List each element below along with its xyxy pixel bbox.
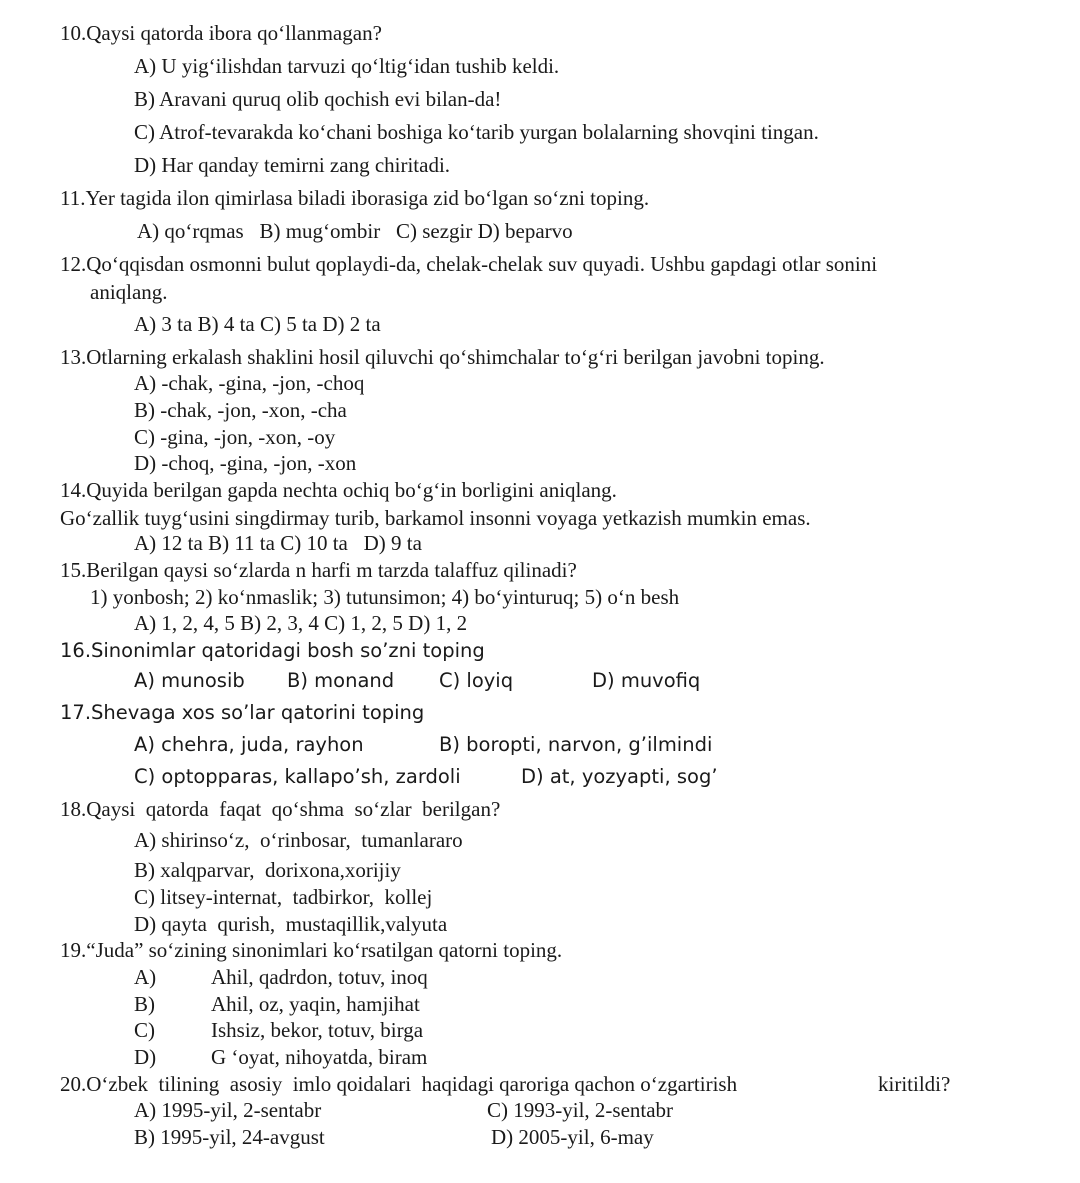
question-14-options: A) 12 ta B) 11 ta C) 10 ta D) 9 ta	[134, 531, 422, 555]
question-13-option-c: C) -gina, -jon, -xon, -oy	[134, 425, 336, 449]
question-13-option-b: B) -chak, -jon, -xon, -cha	[134, 398, 347, 422]
question-17-option-c: C) optopparas, kallapo’sh, zardoli	[134, 765, 461, 788]
question-16-option-d: D) muvofiq	[592, 669, 701, 692]
question-14-sentence: Go‘zallik tuyg‘usini singdirmay turib, barkamol insonni voyaga yetkazish mumkin emas.	[60, 506, 811, 530]
question-15-words: 1) yonbosh; 2) ko‘nmaslik; 3) tutunsimon; 4) bo‘yinturuq; 5) o‘n besh	[90, 585, 680, 609]
question-19-stem: 19.“Juda” so‘zining sinonimlari ko‘rsatilgan qatorni toping.	[60, 938, 563, 962]
question-13-option-d: D) -choq, -gina, -jon, -xon	[134, 451, 357, 475]
question-10-option-b: B) Aravani quruq olib qochish evi bilan-da!	[134, 87, 502, 111]
question-19-option-a-letter: A)	[134, 965, 157, 989]
question-18-stem: 18.Qaysi qatorda faqat qo‘shma so‘zlar berilgan?	[60, 797, 501, 821]
question-12-stem-line1: 12.Qo‘qqisdan osmonni bulut qoplaydi-da, chelak-chelak suv quyadi. Ushbu gapdagi otlar sonini	[60, 252, 878, 276]
question-19-option-c-letter: C)	[134, 1018, 155, 1042]
question-16-stem: 16.Sinonimlar qatoridagi bosh so’zni toping	[60, 639, 485, 662]
question-14-stem: 14.Quyida berilgan gapda nechta ochiq bo‘g‘in borligini aniqlang.	[60, 478, 617, 502]
question-17-option-d: D) at, yozyapti, sog’	[521, 765, 718, 788]
question-17-option-a: A) chehra, juda, rayhon	[134, 733, 364, 756]
question-16-option-a: A) munosib	[134, 669, 245, 692]
question-13-stem: 13.Otlarning erkalash shaklini hosil qiluvchi qo‘shimchalar to‘g‘ri berilgan javobni toping.	[60, 345, 825, 369]
question-12-stem-line2: aniqlang.	[90, 280, 168, 304]
question-18-option-d: D) qayta qurish, mustaqillik,valyuta	[134, 912, 448, 936]
question-10-stem: 10.Qaysi qatorda ibora qo‘llanmagan?	[60, 21, 382, 45]
question-10-option-c: C) Atrof-tevarakda ko‘chani boshiga ko‘tarib yurgan bolalarning shovqini tingan.	[134, 120, 819, 144]
question-20-option-d: D) 2005-yil, 6-may	[491, 1125, 654, 1149]
question-17-stem: 17.Shevaga xos so’lar qatorini toping	[60, 701, 425, 724]
question-16-option-b: B) monand	[287, 669, 395, 692]
question-20-option-b: B) 1995-yil, 24-avgust	[134, 1125, 325, 1149]
question-18-option-a: A) shirinso‘z, o‘rinbosar, tumanlararo	[134, 828, 463, 852]
question-10-option-a: A) U yig‘ilishdan tarvuzi qo‘ltig‘idan tushib keldi.	[134, 54, 560, 78]
question-18-option-c: C) litsey-internat, tadbirkor, kollej	[134, 885, 433, 909]
question-11-options: A) qo‘rqmas B) mug‘ombir C) sezgir D) beparvo	[137, 219, 573, 243]
question-17-option-b: B) boropti, narvon, g’ilmindi	[439, 733, 713, 756]
question-11-stem: 11.Yer tagida ilon qimirlasa biladi iborasiga zid bo‘lgan so‘zni toping.	[60, 186, 650, 210]
question-15-stem: 15.Berilgan qaysi so‘zlarda n harfi m tarzda talaffuz qilinadi?	[60, 558, 577, 582]
question-15-options: A) 1, 2, 4, 5 B) 2, 3, 4 C) 1, 2, 5 D) 1, 2	[134, 611, 468, 635]
question-19-option-b-letter: B)	[134, 992, 155, 1016]
question-12-options: A) 3 ta B) 4 ta C) 5 ta D) 2 ta	[134, 312, 381, 336]
question-18-option-b: B) xalqparvar, dorixona,xorijiy	[134, 858, 401, 882]
question-20-option-c: C) 1993-yil, 2-sentabr	[487, 1098, 674, 1122]
question-19-option-a-text: Ahil, qadrdon, totuv, inoq	[211, 965, 428, 989]
question-20-option-a: A) 1995-yil, 2-sentabr	[134, 1098, 322, 1122]
question-19-option-d-letter: D)	[134, 1045, 157, 1069]
question-20-stem-end: kiritildi?	[878, 1072, 951, 1096]
question-19-option-c-text: Ishsiz, bekor, totuv, birga	[211, 1018, 424, 1042]
question-13-option-a: A) -chak, -gina, -jon, -choq	[134, 371, 365, 395]
question-16-option-c: C) loyiq	[439, 669, 514, 692]
question-19-option-b-text: Ahil, oz, yaqin, hamjihat	[211, 992, 420, 1016]
question-10-option-d: D) Har qanday temirni zang chiritadi.	[134, 153, 451, 177]
question-19-option-d-text: G ‘oyat, nihoyatda, biram	[211, 1045, 428, 1069]
question-20-stem: 20.O‘zbek tilining asosiy imlo qoidalari haqidagi qaroriga qachon o‘zgartirish	[60, 1072, 738, 1096]
